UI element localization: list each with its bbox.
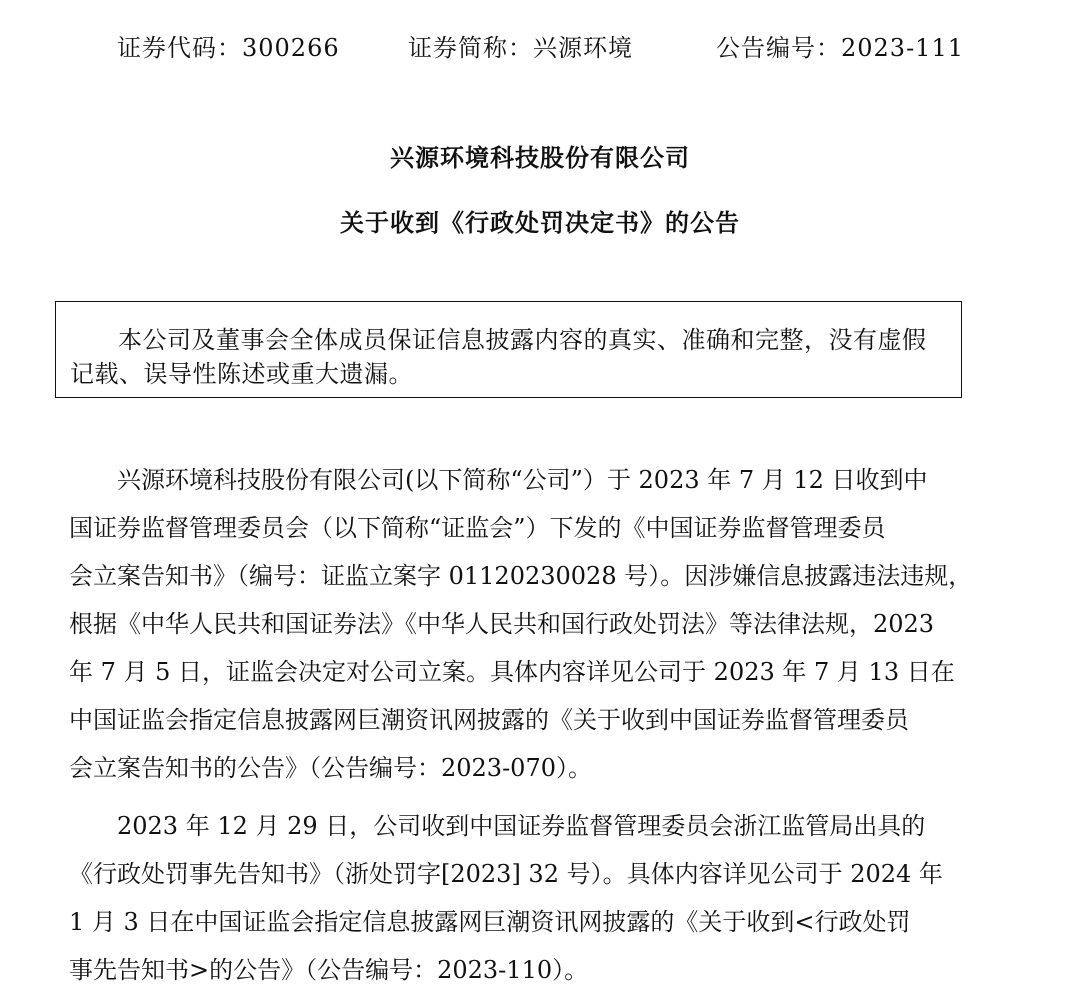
stock-code: 证券代码：300266	[117, 34, 340, 62]
paragraph-line: 兴源环境科技股份有限公司(以下简称“公司”）于 2023 年 7 月 12 日收到中	[117, 466, 928, 494]
disclosure-statement-line-1: 本公司及董事会全体成员保证信息披露内容的真实、准确和完整，没有虚假	[118, 326, 927, 354]
disclosure-statement-line-2: 记载、误导性陈述或重大遗漏。	[70, 360, 413, 388]
disclosure-statement-box	[55, 301, 962, 398]
announcement-subject: 关于收到《行政处罚决定书》的公告	[340, 209, 740, 237]
paragraph-line: 中国证监会指定信息披露网巨潮资讯网披露的《关于收到中国证券监督管理委员	[69, 706, 909, 734]
paragraph-line: 1 月 3 日在中国证监会指定信息披露网巨潮资讯网披露的《关于收到<行政处罚	[69, 908, 911, 936]
paragraph-line: 国证券监督管理委员会（以下简称“证监会”）下发的《中国证券监督管理委员	[69, 514, 886, 542]
company-title: 兴源环境科技股份有限公司	[390, 144, 690, 172]
paragraph-line: 2023 年 12 月 29 日，公司收到中国证券监督管理委员会浙江监管局出具的	[117, 812, 926, 840]
announcement-number: 公告编号：2023-111	[716, 34, 964, 62]
paragraph-line: 会立案告知书的公告》（公告编号：2023-070）。	[69, 754, 592, 782]
paragraph-line: 根据《中华人民共和国证券法》《中华人民共和国行政处罚法》等法律法规，2023	[69, 610, 935, 638]
paragraph-line: 年 7 月 5 日，证监会决定对公司立案。具体内容详见公司于 2023 年 7 月 13 日在	[69, 658, 955, 686]
paragraph-line: 会立案告知书》（编号：证监立案字 01120230028 号）。因涉嫌信息披露违法违规，	[69, 562, 973, 590]
paragraph-line: 《行政处罚事先告知书》（浙处罚字[2023] 32 号）。具体内容详见公司于 2024 年	[69, 860, 943, 888]
paragraph-line: 事先告知书>的公告》（公告编号：2023-110）。	[69, 956, 589, 984]
stock-name: 证券简称：兴源环境	[408, 34, 633, 62]
